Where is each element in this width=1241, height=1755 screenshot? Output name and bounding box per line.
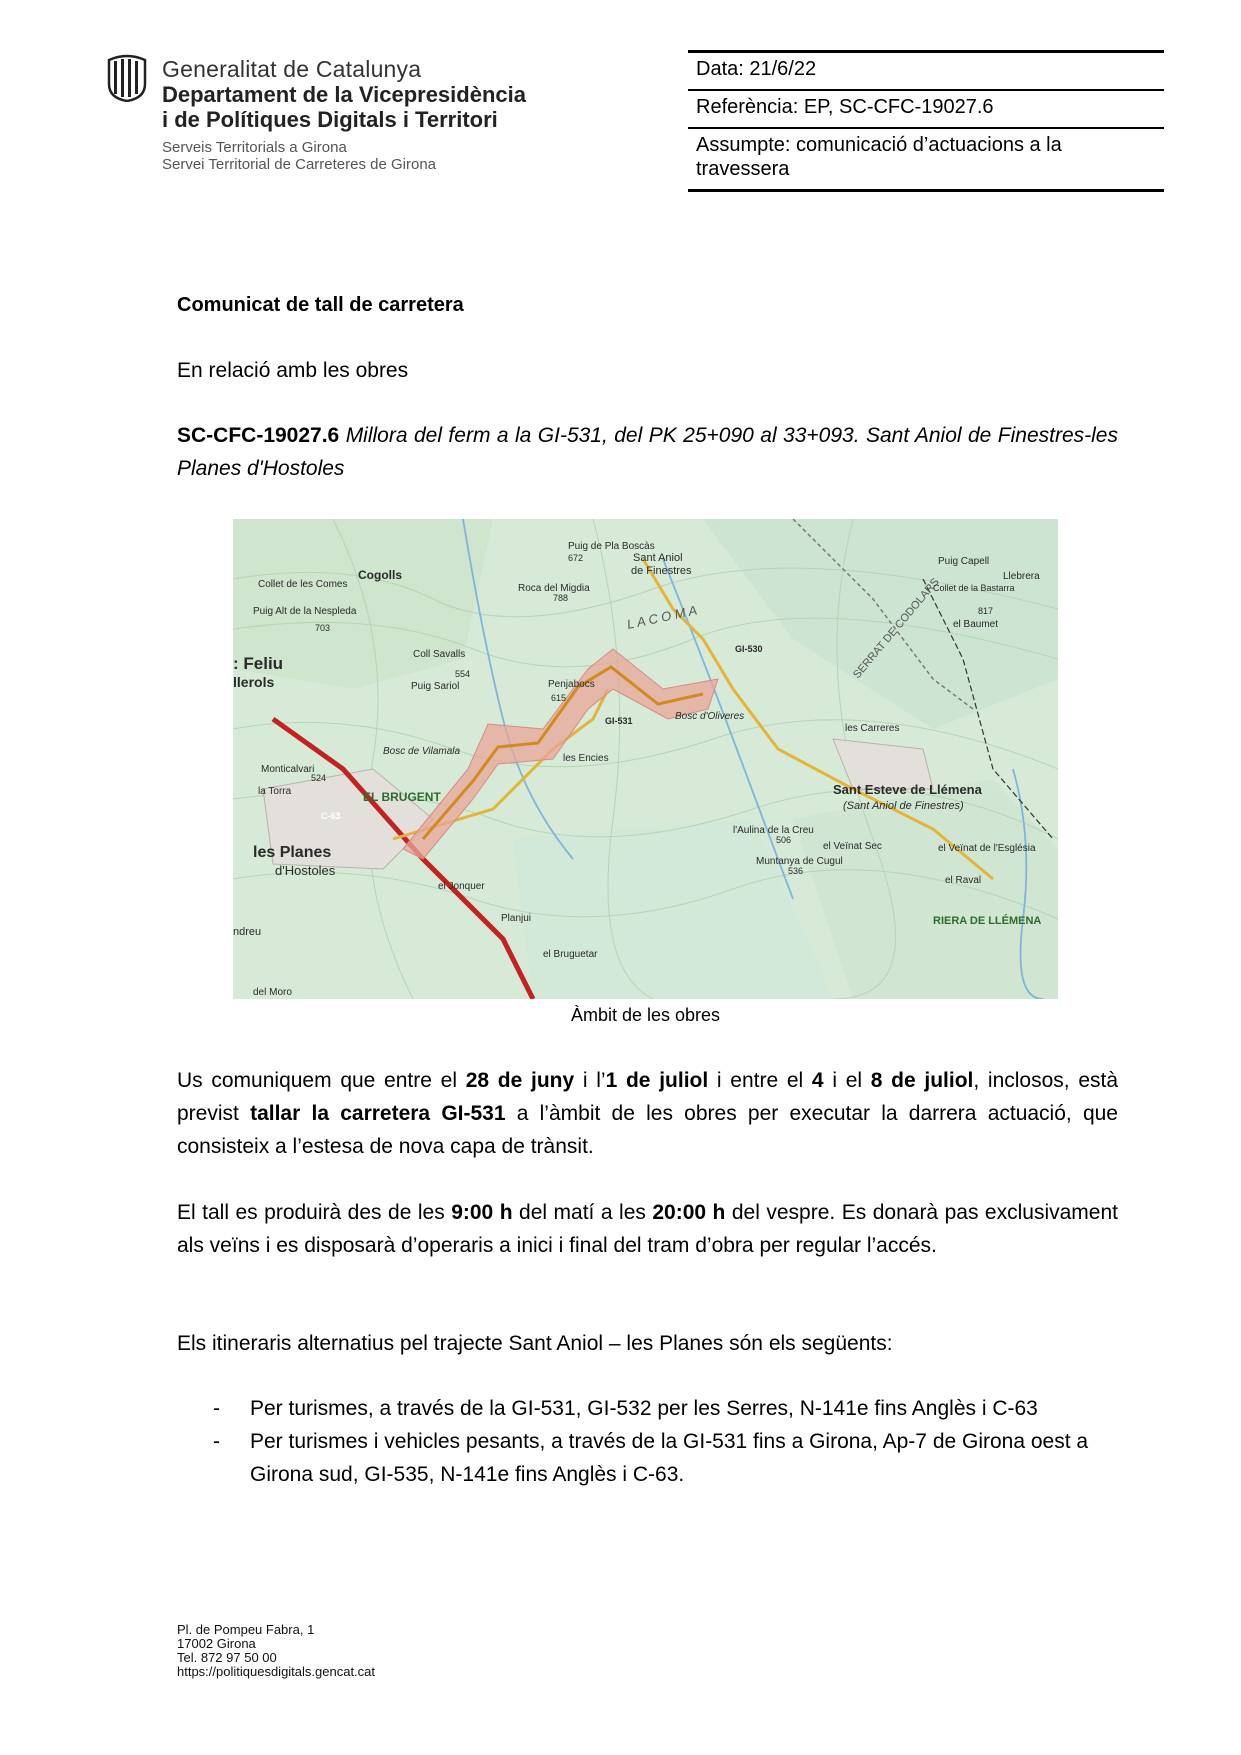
map-label-h817: 817	[978, 606, 994, 616]
meta-subject: Assumpte: comunicació d’actuacions a la travessera	[688, 127, 1164, 189]
map-label-lesencies: les Encies	[563, 753, 609, 764]
map-label-brugent: EL BRUGENT	[363, 790, 441, 804]
map-label-roca-migdia: Roca del Migdia	[518, 583, 590, 594]
p1-text-i: , inclosos, està previst	[177, 1069, 1119, 1125]
p1-date-start2: 4	[811, 1069, 824, 1092]
header-organization	[162, 58, 526, 131]
map-label-aulina: l'Aulina de la Creu	[733, 825, 814, 836]
map-label-bosc-vilamala: Bosc de Vilamala	[383, 746, 461, 757]
p2-text-e: del vespre. Es donarà pas exclusivament als veïns i es disposarà d’operaris a inici i final del tram d’obra per regular l’accés.	[177, 1201, 1118, 1257]
map-label-planjui: Planjui	[501, 913, 532, 924]
intro-line: En relació amb les obres	[177, 359, 409, 382]
map-label-puig-alt: Puig Alt de la Nespleda	[253, 606, 357, 617]
map-label-planes: les Planes	[253, 844, 332, 861]
map-label-h672: 672	[568, 553, 584, 563]
map-label-serrat: SERRAT DE CODOLARS	[851, 576, 942, 681]
paragraph-alternatives: Els itineraris alternatius pel trajecte Sant Aniol – les Planes són els següents:	[177, 1332, 893, 1355]
map-label-puig-boscas: Puig de Pla Boscàs	[568, 541, 655, 552]
p2-end-time: 20:00 h	[652, 1201, 726, 1224]
map-label-del-moro: del Moro	[253, 987, 292, 998]
map-label-llebrera: Llebrera	[1003, 571, 1040, 582]
p1-date-end2: 8 de juliol	[870, 1069, 974, 1092]
map-label-puig-capell: Puig Capell	[938, 556, 990, 567]
map-label-muntanya-cugul: Muntanya de Cugul	[756, 856, 843, 867]
map-label-gi530: GI-530	[735, 644, 763, 654]
map-label-lacoma: L A C O M A	[625, 602, 699, 632]
map-label-veinat-sec: el Veïnat Sec	[823, 841, 882, 852]
map-label-monticalvari: Monticalvari	[261, 764, 315, 775]
footer-address: Pl. de Pompeu Fabra, 1	[177, 1622, 315, 1637]
works-description	[177, 419, 1118, 485]
map-label-c63: C-63	[321, 811, 341, 821]
department-name-line1: Departament de la Vicepresidència	[162, 82, 526, 107]
route-text: Per turismes i vehicles pesants, a través de la GI-531 fins a Girona, Ap-7 de Girona oest a Girona sud, GI-535, N-141e fins Anglès i C-63.	[250, 1430, 1089, 1486]
p1-text-g: i el	[823, 1069, 871, 1092]
service-line1: Serveis Territorials a Girona	[162, 139, 347, 156]
map-label-santesteve: Sant Esteve de Llémena	[833, 782, 982, 797]
map-caption: Àmbit de les obres	[570, 1005, 721, 1025]
header-services	[162, 139, 436, 173]
map-label-collet-bastarra: Collet de la Bastarra	[933, 583, 1015, 593]
map-label-collet-comes: Collet de les Comes	[258, 579, 348, 590]
map-label-baumet: el Baumet	[953, 619, 999, 630]
map-label-h524: 524	[311, 773, 327, 783]
list-item	[177, 1425, 1118, 1491]
generalitat-logo-icon	[106, 54, 148, 102]
map-label-veinat-esglesia: el Veïnat de l'Església	[938, 843, 1036, 854]
map-label-andreu: ndreu	[233, 926, 262, 938]
map-label-puig-sariol: Puig Sariol	[411, 681, 460, 692]
map-label-santaniol: Sant Aniol	[633, 552, 683, 564]
p2-text-c: del matí a les	[512, 1201, 653, 1224]
p1-date-end: 1 de juliol	[605, 1069, 709, 1092]
map-label-feliu: : Feliu	[233, 654, 284, 673]
meta-date: Data: 21/6/22	[688, 50, 1164, 89]
map-label-definestres: de Finestres	[631, 565, 692, 577]
map-label-lescarreres: les Carreres	[845, 723, 900, 734]
works-area-map	[233, 519, 1058, 999]
p1-text-e: i entre el	[708, 1069, 812, 1092]
works-title: Millora del ferm a la GI-531, del PK 25+090 al 33+093. Sant Aniol de Finestres-les Planes d'Hostoles	[177, 424, 1118, 480]
works-code: SC-CFC-19027.6	[177, 424, 340, 447]
meta-bottom-rule	[688, 189, 1164, 192]
alternative-routes-list	[177, 1392, 1118, 1491]
p1-road-closure: tallar la carretera GI-531	[250, 1102, 506, 1125]
list-dash: -	[213, 1430, 220, 1453]
map-label-jonquer: el Jonquer	[438, 881, 485, 892]
list-dash: -	[213, 1397, 220, 1420]
list-item	[177, 1392, 1118, 1425]
map-label-santaniol-paren: (Sant Aniol de Finestres)	[843, 800, 964, 812]
map-label-h788: 788	[553, 593, 569, 603]
department-name-line2: i de Polítiques Digitals i Territori	[162, 107, 498, 132]
paragraph-dates	[177, 1064, 1118, 1163]
map-label-latorra: la Torra	[258, 786, 292, 797]
footer-website-link[interactable]: https://politiquesdigitals.gencat.cat	[177, 1664, 376, 1679]
p2-text-a: El tall es produirà des de les	[177, 1201, 452, 1224]
map-label-penjabocs: Penjabocs	[548, 679, 595, 690]
paragraph-hours	[177, 1196, 1118, 1262]
map-label-coll-savalls: Coll Savalls	[413, 649, 466, 660]
p1-date-start: 28 de juny	[465, 1069, 575, 1092]
map-label-h506: 506	[776, 835, 792, 845]
map-label-h554: 554	[455, 669, 471, 679]
footer-postcode: 17002 Girona	[177, 1636, 256, 1651]
meta-reference: Referència: EP, SC-CFC-19027.6	[688, 89, 1164, 127]
route-text: Per turismes, a través de la GI-531, GI-532 per les Serres, N-141e fins Anglès i C-63	[250, 1397, 1038, 1420]
p1-text-k: a l’àmbit de les obres per executar la darrera actuació, que consisteix a l’estesa de nova capa de trànsit.	[177, 1102, 1118, 1158]
p1-text-c: i l’	[574, 1069, 606, 1092]
org-name: Generalitat de Catalunya	[162, 56, 422, 82]
p2-start-time: 9:00 h	[451, 1201, 513, 1224]
map-label-h703: 703	[315, 623, 331, 633]
map-label-llerols: llerols	[233, 674, 275, 690]
footer-contact	[177, 1623, 375, 1679]
map-label-gi531: GI-531	[605, 716, 633, 726]
map-label-riera: RIERA DE LLÉMENA	[933, 915, 1042, 927]
map-label-bruguetar: el Bruguetar	[543, 949, 598, 960]
map-label-hostoles: d'Hostoles	[275, 863, 336, 878]
map-label-cogolls: Cogolls	[358, 568, 402, 582]
map-label-h536: 536	[788, 866, 804, 876]
page-title: Comunicat de tall de carretera	[177, 294, 464, 316]
p1-text-a: Us comuniquem que entre el	[177, 1069, 466, 1092]
map-label-raval: el Raval	[945, 875, 982, 886]
document-meta-box	[688, 50, 1164, 192]
footer-phone: Tel. 872 97 50 00	[177, 1650, 277, 1665]
map-label-bosc-olivers: Bosc d'Oliveres	[675, 711, 745, 722]
map-label-h615: 615	[551, 693, 567, 703]
service-line2: Servei Territorial de Carreteres de Girona	[162, 156, 437, 173]
